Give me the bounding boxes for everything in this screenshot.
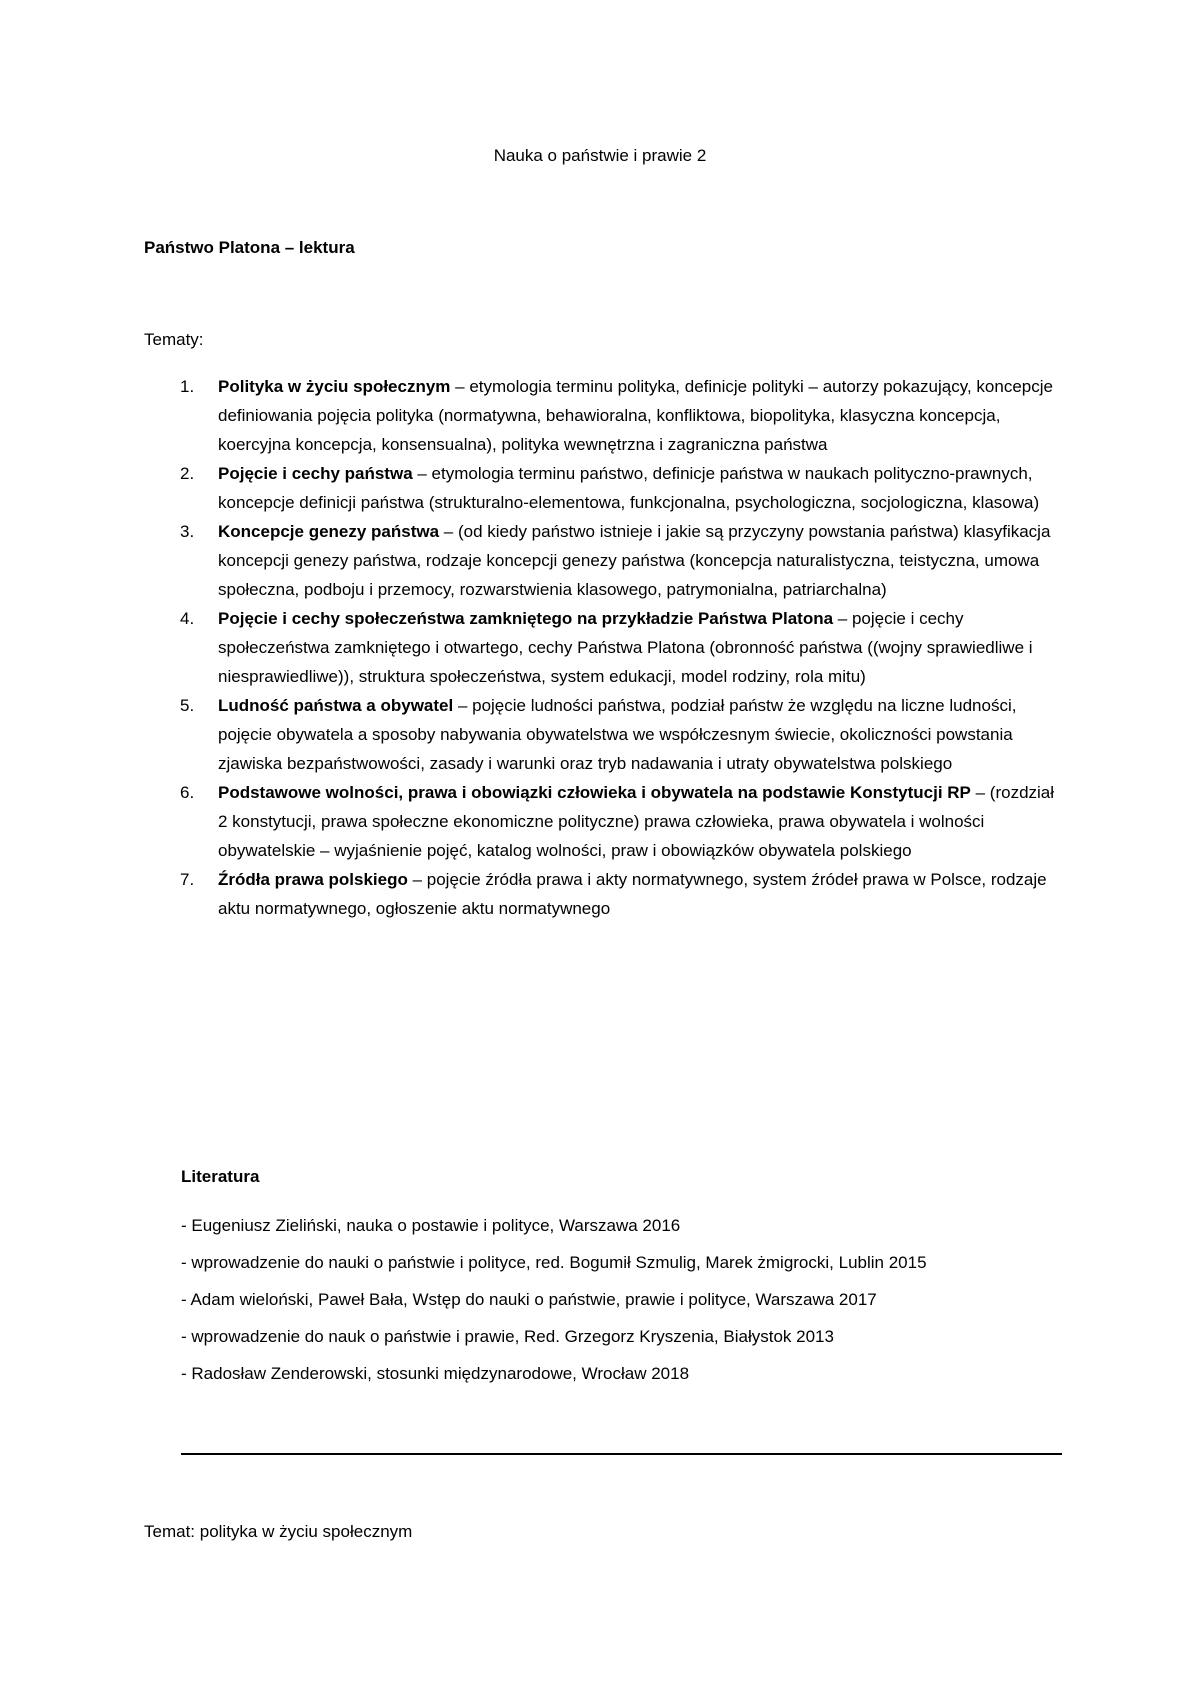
topic-text: – (rozdział 2 konstytucji, prawa społeczne ekonomiczne polityczne) prawa człowieka, prawa obywatela i wolności obywatelskie – wyjaśnienie pojęć, katalog wolności, praw i obowiązków obywatela polskiego: [218, 783, 1055, 860]
literature-item: - Radosław Zenderowski, stosunki międzynarodowe, Wrocław 2018: [181, 1364, 690, 1383]
topic-number: 4.: [180, 609, 195, 628]
literature-item: - wprowadzenie do nauki o państwie i polityce, red. Bogumił Szmulig, Marek żmigrocki, Lublin 2015: [181, 1253, 927, 1272]
topic-text: – pojęcie ludności państwa, podział państw że względu na liczne ludności, pojęcie obywatela a sposoby nabywania obywatelstwa we współczesnym świecie, okoliczności powstania zjawiska bezpaństwowości, zasady i warunki oraz tryb nadawania i utraty obywatelstwa polskiego: [218, 696, 1017, 773]
topic-heading: Źródła prawa polskiego: [218, 870, 408, 889]
literature-list: [181, 1212, 1061, 1397]
topic-heading: Ludność państwa a obywatel: [218, 696, 454, 715]
topic-heading: Pojęcie i cechy państwa: [218, 464, 413, 483]
topic-item: [144, 865, 1064, 923]
literature-item: - Adam wieloński, Paweł Bała, Wstęp do nauki o państwie, prawie i polityce, Warszawa 2017: [181, 1290, 877, 1309]
topic-text: – etymologia terminu państwo, definicje państwa w naukach polityczno-prawnych, koncepcje definicji państwa (strukturalno-elementowa, funkcjonalna, psychologiczna, socjologiczna, klasowa): [218, 464, 1040, 512]
document-title: Nauka o państwie i prawie 2: [493, 146, 707, 165]
topic-text: – (od kiedy państwo istnieje i jakie są przyczyny powstania państwa) klasyfikacja koncepcji genezy państwa, rodzaje koncepcji genezy państwa (koncepcja naturalistyczna, teistyczna, umowa społeczna, podboju i przemocy, rozwarstwienia klasowego, patrymonialna, patriarchalna): [218, 522, 1051, 599]
topic-heading: Koncepcje genezy państwa: [218, 522, 440, 541]
topic-number: 7.: [180, 870, 195, 889]
topic-heading: Podstawowe wolności, prawa i obowiązki człowieka i obywatela na podstawie Konstytucji RP: [218, 783, 971, 802]
topic-text: – pojęcie i cechy społeczeństwa zamkniętego i otwartego, cechy Państwa Platona (obronność państwa ((wojny sprawiedliwe i niesprawiedliwe)), struktura społeczeństwa, system edukacji, model rodziny, rola mitu): [218, 609, 1033, 686]
topic-item: [144, 517, 1064, 604]
topic-number: 6.: [180, 783, 195, 802]
topic-item: [144, 372, 1064, 459]
next-topic-line: Temat: polityka w życiu społecznym: [144, 1522, 413, 1541]
topics-list: [144, 372, 1064, 923]
topic-number: 3.: [180, 522, 195, 541]
topic-number: 2.: [180, 464, 195, 483]
topic-heading: Polityka w życiu społecznym: [218, 377, 451, 396]
topic-heading: Pojęcie i cechy społeczeństwa zamkniętego na przykładzie Państwa Platona: [218, 609, 834, 628]
topic-item: [144, 604, 1064, 691]
topic-text: – etymologia terminu polityka, definicje polityki – autorzy pokazujący, koncepcje definiowania pojęcia polityka (normatywna, behawioralna, konfliktowa, biopolityka, klasyczna koncepcja, koercyjna koncepcja, konsensualna), polityka wewnętrzna i zagraniczna państwa: [218, 377, 1053, 454]
topic-text: – pojęcie źródła prawa i akty normatywnego, system źródeł prawa w Polsce, rodzaje aktu normatywnego, ogłoszenie aktu normatywnego: [218, 870, 1047, 918]
topic-number: 5.: [180, 696, 195, 715]
topic-number: 1.: [180, 377, 195, 396]
literature-heading: Literatura: [181, 1167, 260, 1186]
subject-heading: Państwo Platona – lektura: [144, 238, 355, 257]
topic-item: [144, 459, 1064, 517]
topic-item: [144, 691, 1064, 778]
topics-label: Tematy:: [144, 330, 204, 349]
literature-item: - wprowadzenie do nauk o państwie i prawie, Red. Grzegorz Kryszenia, Białystok 2013: [181, 1327, 834, 1346]
horizontal-divider: [181, 1453, 1062, 1455]
literature-item: - Eugeniusz Zieliński, nauka o postawie i polityce, Warszawa 2016: [181, 1216, 681, 1235]
topic-item: [144, 778, 1064, 865]
